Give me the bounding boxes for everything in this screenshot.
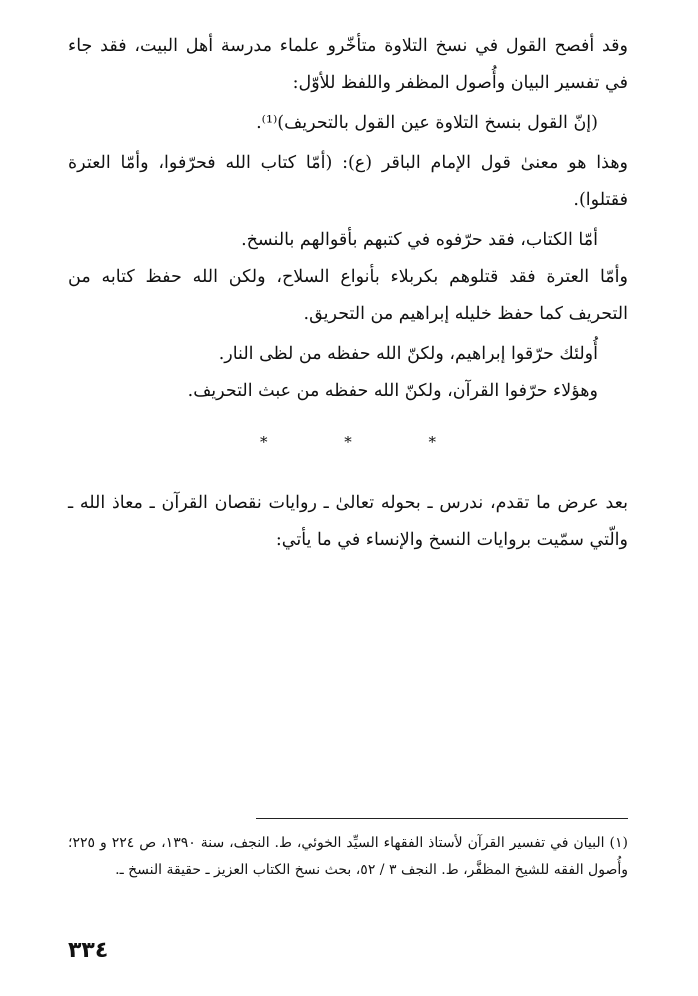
section-separator: * * *: [259, 433, 473, 451]
paragraph-1: وقد أفصح القول في نسخ التلاوة متأخّرو علماء مدرسة أهل البيت، فقد جاء في تفسير البيان وأُصول المظفر واللفظ للأوّل:: [68, 36, 628, 93]
quote-paragraph: (إنّ القول بنسخ التلاوة عين القول بالتحريف)⁽¹⁾.: [256, 113, 598, 133]
main-text: [68, 28, 628, 559]
paragraph-3: وهذا هو معنىٰ قول الإمام الباقر (ع): (أمّا كتاب الله فحرّفوا، وأمّا العترة فقتلوا).: [68, 153, 628, 210]
footnote-divider: [256, 818, 628, 819]
page-number: ٣٣٤: [68, 938, 109, 963]
paragraph-4: أمّا الكتاب، فقد حرّفوه في كتبهم بأقوالهم بالنسخ.: [241, 230, 598, 250]
paragraph-7: وهؤلاء حرّفوا القرآن، ولكنّ الله حفظه من عبث التحريف.: [187, 381, 598, 401]
paragraph-8: بعد عرض ما تقدم، ندرس ـ بحوله تعالىٰ ـ روايات نقصان القرآن ـ معاذ الله ـ والّتي سمّيت بروايات النسخ والإنساء في ما يأتي:: [68, 493, 628, 550]
paragraph-6: أُولئك حرّقوا إبراهيم، ولكنّ الله حفظه من لظى النار.: [218, 344, 598, 364]
footnote-1: (١) البيان في تفسير القرآن لأستاذ الفقهاء السيِّد الخوئي، ط. النجف، سنة ١٣٩٠، ص ٢٢٤ و ٢٢٥؛ وأُصول الفقه للشيخ المظفَّر، ط. النجف ٣ / ٥٢، بحث نسخ الكتاب العزيز ـ حقيقة النسخ ـ.: [68, 835, 628, 878]
footnotes: [68, 830, 628, 884]
paragraph-5: وأمّا العترة فقد قتلوهم بكربلاء بأنواع السلاح، ولكن الله حفظ كتابه من التحريف كما حفظ خليله إبراهيم من التحريق.: [68, 267, 628, 324]
